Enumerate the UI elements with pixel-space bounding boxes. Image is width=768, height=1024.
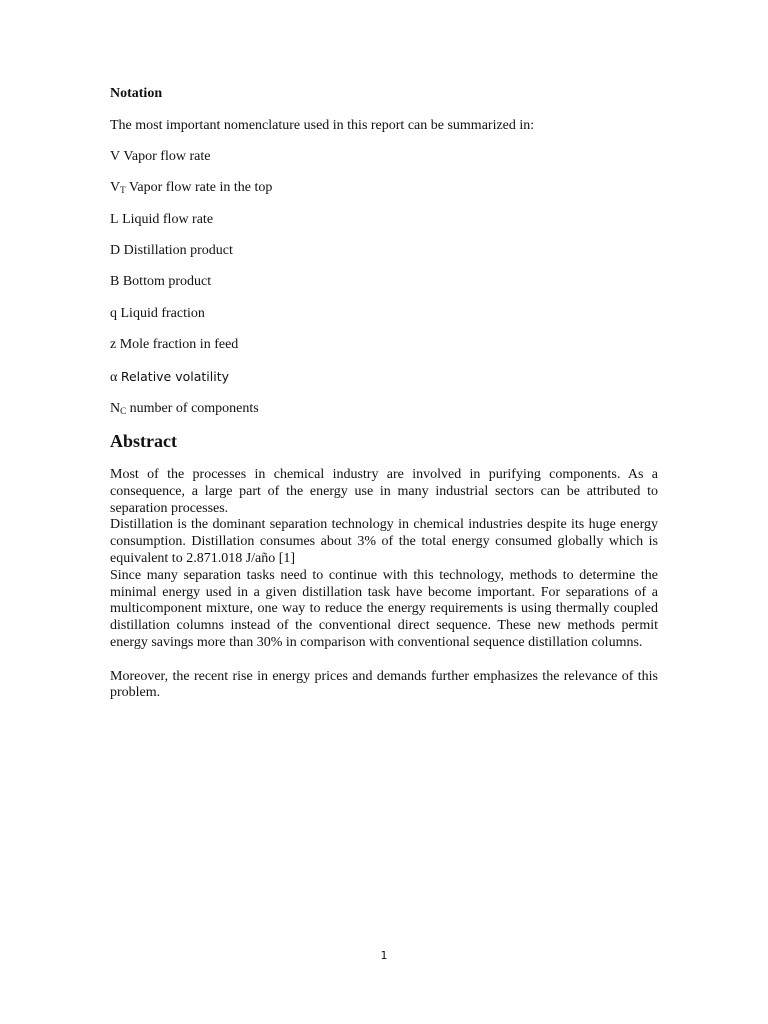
notation-item bbox=[110, 212, 213, 228]
notation-description: Distillation product bbox=[123, 243, 233, 258]
notation-item bbox=[110, 337, 238, 353]
abstract-paragraph: Since many separation tasks need to continue with this technology, methods to determine the minimal energy used in a given distillation task have become important. For separations of a multicomponent mixture, one way to reduce the energy requirements is using thermally coupled distillation columns instead of the conventional direct sequence. These new methods permit energy savings more than 30% in comparison with conventional sequence distillation columns. bbox=[110, 567, 658, 650]
notation-heading: Notation bbox=[110, 86, 163, 101]
notation-description: Liquid flow rate bbox=[122, 212, 214, 227]
notation-symbol: L bbox=[110, 212, 119, 227]
notation-description: Mole fraction in feed bbox=[119, 337, 239, 352]
abstract-paragraph: Distillation is the dominant separation technology in chemical industries despite its huge energy consumption. Distillation consumes about 3% of the total energy consumed globally which is equivalent to 2.871.018 J/año [1] bbox=[110, 517, 658, 566]
notation-item bbox=[110, 149, 210, 165]
notation-symbol: $V_T$ bbox=[110, 180, 126, 195]
notation-symbol: B bbox=[110, 274, 120, 289]
abstract-paragraph: Most of the processes in chemical industry are involved in purifying components. As a consequence, a large part of the energy use in many industrial sectors can be attributed to separation processes. bbox=[110, 467, 658, 516]
abstract-heading: Abstract bbox=[110, 431, 177, 451]
page-number: 1 bbox=[380, 949, 388, 962]
notation-item bbox=[110, 306, 205, 322]
notation-item bbox=[110, 274, 211, 290]
abstract-paragraph: Moreover, the recent rise in energy prices and demands further emphasizes the relevance of this problem. bbox=[110, 668, 658, 701]
notation-item bbox=[110, 243, 233, 259]
notation-symbol: z bbox=[110, 337, 117, 352]
abstract-body bbox=[110, 467, 658, 702]
notation-symbol: $N_C$ bbox=[110, 401, 127, 416]
notation-item bbox=[110, 180, 272, 196]
notation-symbol: q bbox=[110, 306, 117, 321]
notation-description: Vapor flow rate in the top bbox=[128, 180, 273, 195]
notation-description: Vapor flow rate bbox=[123, 149, 211, 164]
notation-symbol: D bbox=[110, 243, 121, 258]
notation-description: Bottom product bbox=[122, 274, 212, 289]
notation-symbol: α bbox=[110, 370, 118, 385]
notation-item bbox=[110, 401, 259, 417]
notation-description: Liquid fraction bbox=[120, 306, 205, 321]
notation-item bbox=[110, 369, 229, 386]
notation-description: Relative volatility bbox=[120, 369, 230, 384]
notation-intro: The most important nomenclature used in this report can be summarized in: bbox=[110, 118, 535, 133]
notation-description: number of components bbox=[129, 401, 259, 416]
notation-symbol: V bbox=[110, 149, 121, 164]
